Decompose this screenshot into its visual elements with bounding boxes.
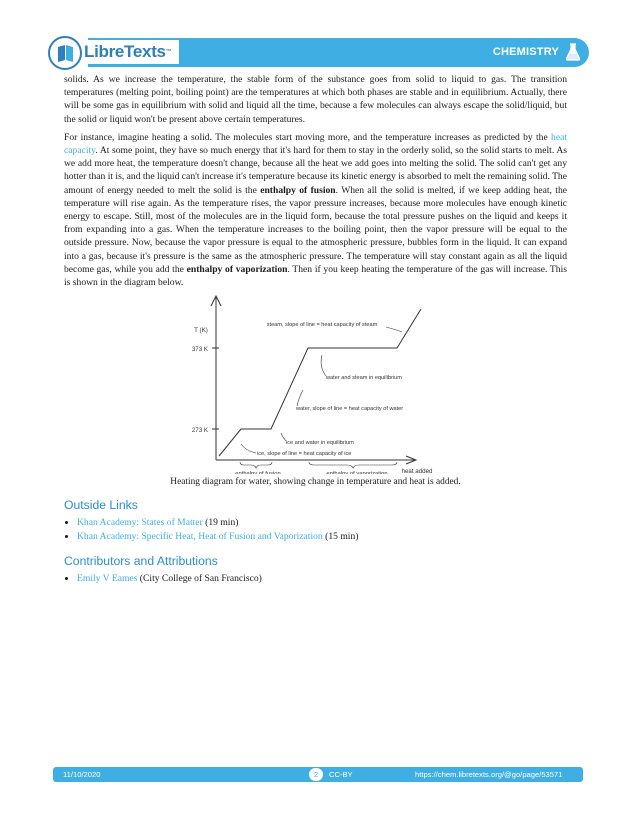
pointer-water-steam [321, 355, 326, 376]
page-number: 2 [309, 768, 323, 781]
libretexts-logo-text[interactable]: LibreTexts™ [82, 40, 179, 64]
label-water: water, slope of line = heat capacity of water [296, 406, 404, 413]
pointer-water [297, 390, 303, 406]
khan-states-of-matter-link[interactable]: Khan Academy: States of Matter [77, 517, 203, 529]
label-steam: steam, slope of line = heat capacity of steam [266, 322, 378, 329]
footer-license: CC-BY [329, 770, 353, 779]
term-enthalpy-of-fusion: enthalpy of fusion [260, 184, 336, 196]
tick-label-373: 373 K [191, 346, 208, 354]
heating-diagram-svg [64, 294, 567, 474]
x-axis-label: heat added [401, 468, 433, 475]
pointer-ice [241, 444, 256, 453]
pointer-steam [386, 327, 402, 332]
label-fusion: enthalpy of fusion [235, 471, 281, 475]
heat-capacity-link[interactable]: heat capacity [64, 131, 567, 157]
paragraph-2: For instance, imagine heating a solid. The molecules start moving more, and the temperature increases as predicted by the heat capacity. At some point, they have so much energy that it's hard for them to stay in the orderly solid, so the solid starts to melt. As we add more heat, the temperature doesn't change, because all the heat we add goes into melting the solid. The solid can't get any hotter than it is, and the liquid can't increase it's temperature because its kinetic energy is absorbed to melt the remaining solid. The amount of energy needed to melt the solid is the enthalpy of fusion. When all the solid is melted, if we keep adding heat, the temperature will rise again. As the temperature rises, the vapor pressure increases, because more molecules have enough kinetic energy to escape. Still, most of the molecules are in the liquid form, because the total pressure pushes on the liquid and keeps it from expanding into a gas. When the temperature increases to the boiling point, then the vapor pressure will be equal to the outside pressure. Now, because the vapor pressure is equal to the atmospheric pressure, bubbles form in the liquid. It can expand into a gas, because it's pressure is the same as the atmospheric pressure. The temperature will stay constant again as all the liquid become gas, while you add the enthalpy of vaporization. Then if you keep heating the temperature of the gas will increase. This is shown in the diagram below. [64, 131, 567, 289]
list-item: • Khan Academy: States of Matter (19 min) [77, 516, 567, 530]
subject-label[interactable]: CHEMISTRY [492, 46, 559, 58]
pointer-ice-water [281, 433, 286, 441]
footer-date: 11/10/2020 [63, 770, 101, 779]
label-vaporization: enthalpy of vaporization [326, 471, 388, 475]
heating-diagram [64, 294, 567, 474]
label-ice-water: ice and water in equilibrium [286, 440, 354, 447]
contributors-list [64, 572, 567, 586]
flask-icon [565, 43, 581, 61]
tick-label-273: 273 K [191, 427, 208, 435]
contributor-link[interactable]: Emily V Eames [77, 573, 138, 585]
figure-caption: Heating diagram for water, showing change in temperature and heat is added. [170, 477, 461, 488]
outside-links-list [64, 516, 567, 544]
paragraph-1: solids. As we increase the temperature, the stable form of the substance goes from solid to liquid to gas. The transition temperatures (melting point, boiling point) are the temperatures at which both phases are stable and in equilibrium. Actually, there will be some gas in equilibrium with solid and liquid all the time, because a few molecules can always escape the solid/liquid, but the solid or liquid won't be present above certain temperatures. [64, 74, 567, 125]
page-header [48, 37, 589, 68]
list-item: • Khan Academy: Specific Heat, Heat of Fusion and Vaporization (15 min) [77, 530, 567, 544]
libretexts-logo-icon[interactable] [48, 36, 82, 70]
page-footer [53, 767, 583, 782]
heating-curve [219, 309, 421, 456]
brace-fusion [240, 462, 272, 468]
y-axis-label: T (K) [194, 327, 208, 335]
label-ice: ice, slope of line = heat capacity of ice [257, 451, 352, 458]
outside-links-heading: Outside Links [64, 498, 138, 513]
main-content [64, 73, 567, 596]
contributors-heading: Contributors and Attributions [64, 554, 218, 569]
term-enthalpy-of-vaporization: enthalpy of vaporization [186, 263, 288, 275]
khan-specific-heat-link[interactable]: Khan Academy: Specific Heat, Heat of Fusion and Vaporization [77, 531, 323, 543]
footer-url[interactable]: https://chem.libretexts.org/@go/page/53571 [415, 770, 563, 779]
label-water-steam: water and steam in equilibrium [326, 375, 402, 382]
brace-vaporization [309, 462, 397, 468]
list-item: • Emily V Eames (City College of San Francisco) [77, 572, 567, 586]
